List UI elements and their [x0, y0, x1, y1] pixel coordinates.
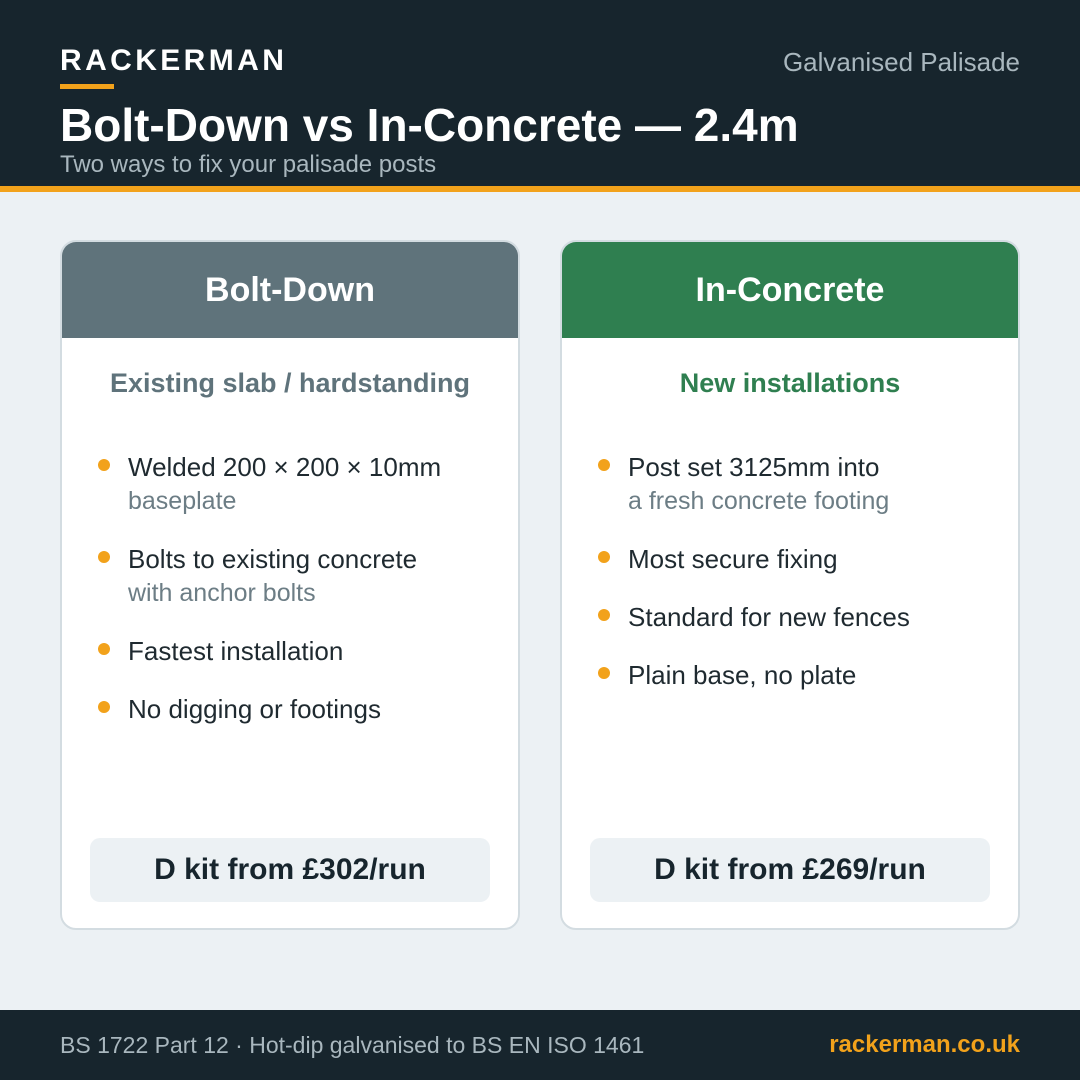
feature-text: Fastest installation [128, 636, 344, 666]
feature-subtext: with anchor bolts [128, 579, 316, 607]
card-use-case: Existing slab / hardstanding [109, 368, 471, 398]
standards-note: BS 1722 Part 12 · Hot-dip galvanised to BS EN ISO 1461 [60, 1032, 645, 1058]
bullet-dot-icon [98, 459, 110, 471]
feature-text: Standard for new fences [628, 602, 910, 632]
feature-subtext: baseplate [128, 487, 237, 515]
card-title: Bolt-Down [62, 242, 518, 338]
bullet-dot-icon [98, 701, 110, 713]
card-title: In-Concrete [562, 242, 1018, 338]
feature-item [598, 450, 998, 518]
bullet-dot-icon [598, 551, 610, 563]
bullet-dot-icon [598, 459, 610, 471]
brand-logo: RACKERMAN [60, 44, 288, 77]
feature-text: Bolts to existing concrete [128, 544, 418, 574]
category-label: Galvanised Palisade [782, 47, 1020, 77]
feature-text: Plain base, no plate [628, 660, 857, 690]
page-subtitle: Two ways to fix your palisade posts [60, 151, 437, 178]
feature-text: No digging or footings [128, 694, 381, 724]
bullet-dot-icon [98, 643, 110, 655]
feature-item [598, 542, 998, 576]
price-badge: D kit from £302/run [90, 838, 490, 902]
feature-list [598, 450, 998, 716]
feature-item [598, 600, 998, 634]
feature-item [598, 658, 998, 692]
card-use-case: New installations [679, 368, 901, 398]
feature-subtext: a fresh concrete footing [628, 487, 890, 515]
bolt-down-card [60, 240, 520, 930]
feature-text: Most secure fixing [628, 544, 838, 574]
feature-item [98, 634, 498, 668]
feature-text: Post set 3125mm into [628, 452, 880, 482]
feature-item [98, 542, 498, 610]
in-concrete-card [560, 240, 1020, 930]
feature-item [98, 450, 498, 518]
bullet-dot-icon [98, 551, 110, 563]
page-title: Bolt-Down vs In-Concrete — 2.4m [60, 99, 799, 151]
bullet-dot-icon [598, 667, 610, 679]
price-badge: D kit from £269/run [590, 838, 990, 902]
header-accent-bar [0, 186, 1080, 192]
header [0, 0, 1080, 186]
brand-underline [60, 84, 114, 89]
bullet-dot-icon [598, 609, 610, 621]
feature-list [98, 450, 498, 750]
feature-text: Welded 200 × 200 × 10mm [128, 452, 442, 482]
feature-item [98, 692, 498, 726]
footer [0, 1010, 1080, 1080]
website-link[interactable]: rackerman.co.uk [829, 1031, 1020, 1058]
